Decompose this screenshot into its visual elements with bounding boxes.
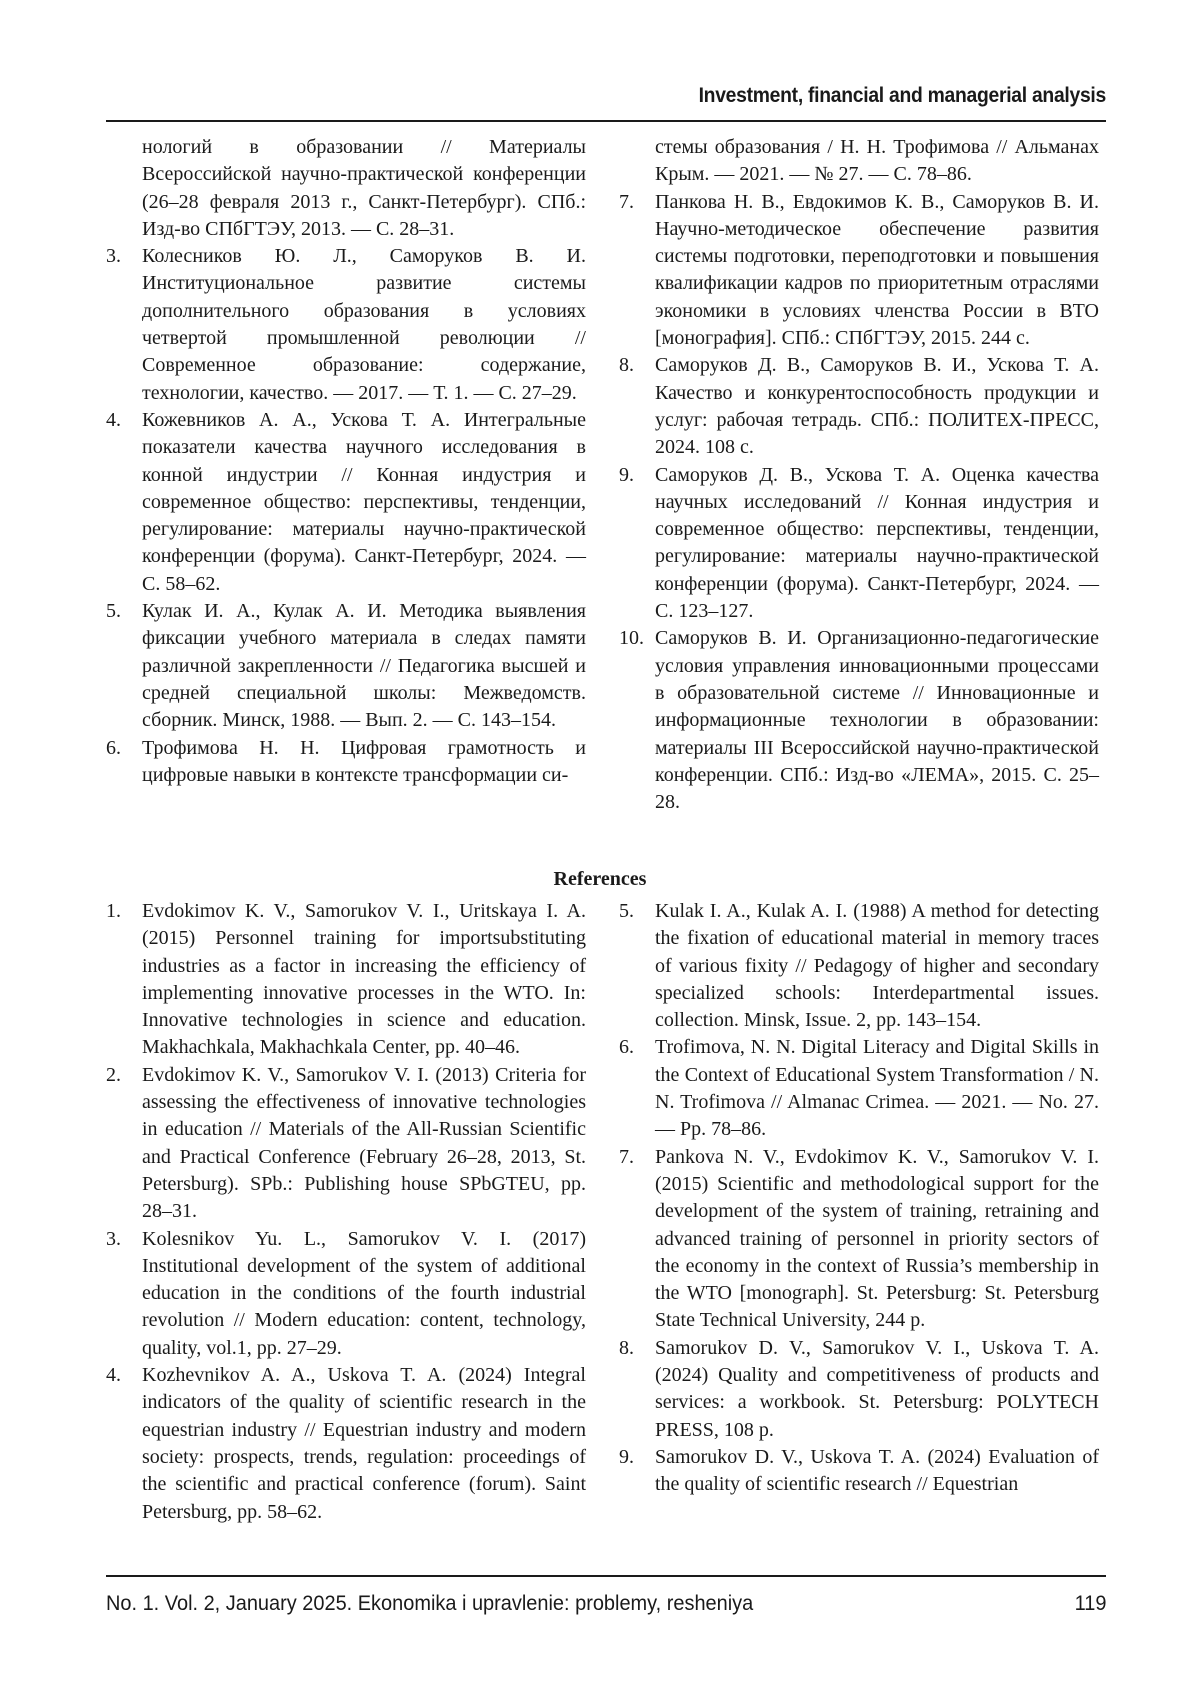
reference-text: Trofimova, N. N. Digital Literacy and Digital Skills in the Context of Educational System Transformation / N. N. Trofimova // Almanac Crimea. — 2021. — No. 27. — Pp. 78–86. [655, 1036, 1099, 1141]
reference-text: стемы образования / Н. Н. Трофимова // Альманах Крым. — 2021. — № 27. — С. 78–86. [655, 136, 1099, 186]
page-footer [106, 1592, 1106, 1616]
reference-item [619, 1444, 1099, 1499]
references-heading: References [553, 868, 647, 890]
reference-item [619, 189, 1099, 353]
reference-item [106, 598, 586, 734]
reference-number: 5. [106, 600, 121, 623]
reference-number: 7. [619, 1145, 634, 1168]
reference-number: 6. [619, 1036, 634, 1059]
reference-text: нологий в образовании // Материалы Всероссийской научно-практической конференции (26–28 февраля 2013 г., Санкт-Петербург). СПб.: Изд-во СПбГТЭУ, 2013. — С. 28–31. [142, 136, 586, 240]
reference-text: Колесников Ю. Л., Саморуков В. И. Институциональное развитие системы дополнительного образования в условиях четвертой промышленной революции // Современное образование: содержание, технологии, качество. — 2017. — Т. 1. — С. 27–29. [142, 245, 586, 404]
reference-number: 7. [619, 190, 634, 213]
reference-item [106, 407, 586, 598]
reference-item [619, 352, 1099, 461]
reference-text: Evdokimov K. V., Samorukov V. I., Uritskaya I. A. (2015) Personnel training for importsubstituting industries as a factor in increasing the efficiency of implementing innovative processes in the WTO. In: Innovative technologies in science and education. Makhachkala, Makhachkala Center, pp. 40–46. [142, 900, 586, 1059]
reference-text: Samorukov D. V., Samorukov V. I., Uskova T. A. (2024) Quality and competitiveness of products and services: a workbook. St. Petersburg: POLYTECH PRESS, 108 p. [655, 1336, 1099, 1441]
reference-text: Трофимова Н. Н. Цифровая грамотность и цифровые навыки в контексте трансформации си- [142, 736, 586, 786]
reference-number: 8. [619, 354, 634, 377]
reference-text: Pankova N. V., Evdokimov K. V., Samorukov V. I. (2015) Scientific and methodological support for the development of the system of training, retraining and advanced training of personnel in priority sectors of the economy in the context of Russia’s membership in the WTO [monograph]. St. Petersburg: St. Petersburg State Technical University, 244 p. [655, 1145, 1099, 1332]
reference-item [106, 898, 586, 1062]
reference-number: 9. [619, 1445, 634, 1468]
russian-refs-right-column [619, 134, 1099, 816]
reference-item [106, 1062, 586, 1226]
reference-text: Evdokimov K. V., Samorukov V. I. (2013) Criteria for assessing the effectiveness of innovative technologies in education // Materials of the All-Russian Scientific and Practical Conference (February 26–28, 2013, St. Petersburg). SPb.: Publishing house SPbGTEU, pp. 28–31. [142, 1063, 586, 1223]
reference-item [106, 243, 586, 407]
reference-number: 2. [106, 1063, 121, 1086]
reference-item [106, 1226, 586, 1362]
reference-item [106, 1362, 586, 1526]
reference-item [106, 134, 586, 243]
reference-item [619, 625, 1099, 816]
reference-number: 4. [106, 408, 121, 431]
reference-number: 5. [619, 900, 634, 922]
reference-number: 1. [106, 900, 121, 922]
reference-text: Панкова Н. В., Евдокимов К. В., Саморуков В. И. Научно-методическое обеспечение развития системы подготовки, переподготовки и повышения квалификации кадров по приоритетным отраслями экономики в условиях членства России в ВТО [монография]. СПб.: СПбГТЭУ, 2015. 244 с. [655, 190, 1099, 350]
journal-citation: No. 1. Vol. 2, January 2025. Ekonomika i upravlenie: problemy, resheniya [106, 1592, 754, 1615]
references-right-column [619, 898, 1099, 1499]
russian-refs-left-column [106, 134, 586, 789]
reference-item [106, 735, 586, 790]
reference-number: 9. [619, 463, 634, 486]
reference-number: 3. [106, 245, 121, 268]
reference-number: 4. [106, 1364, 121, 1387]
reference-text: Саморуков Д. В., Саморуков В. И., Ускова Т. А. Качество и конкурентоспособность продукции и услуг: рабочая тетрадь. СПб.: ПОЛИТЕХ-ПРЕСС, 2024. 108 с. [655, 354, 1099, 459]
reference-item [619, 134, 1099, 189]
reference-number: 3. [106, 1227, 121, 1250]
reference-text: Kozhevnikov A. A., Uskova T. A. (2024) Integral indicators of the quality of scientific research in the equestrian industry // Equestrian industry and modern society: prospects, trends, regulation: proceedings of the scientific and practical conference (forum). Saint Petersburg, pp. 58–62. [142, 1364, 586, 1523]
page-number: 119 [1074, 1592, 1106, 1615]
reference-text: Кожевников А. А., Ускова Т. А. Интегральные показатели качества научного исследования в конной индустрии // Конная индустрия и современное общество: перспективы, тенденции, регулирование: материалы научно-практической конференции (форума). Санкт-Петербург, 2024. — С. 58–62. [142, 408, 586, 595]
header-rule [106, 120, 1106, 122]
reference-text: Samorukov D. V., Uskova T. A. (2024) Evaluation of the quality of scientific research // Equestrian [655, 1445, 1099, 1496]
reference-text: Kulak I. A., Kulak A. I. (1988) A method for detecting the fixation of educational material in memory traces of various fixity // Pedagogy of higher and secondary specialized schools: Interdepartmental issues. collection. Minsk, Issue. 2, pp. 143–154. [655, 900, 1099, 1032]
reference-number: 6. [106, 736, 121, 759]
reference-text: Кулак И. А., Кулак А. И. Методика выявления фиксации учебного материала в следах памяти различной закрепленности // Педагогика высшей и средней специальной школы: Межведомств. сборник. Минск, 1988. — Вып. 2. — С. 143–154. [142, 600, 586, 732]
reference-text: Саморуков В. И. Организационно-педагогические условия управления инновационными процессами в образовательной системе // Инновационные и информационные технологии в образовании: материалы III Всероссийской научно-практической конференции. СПб.: Изд-во «ЛЕМА», 2015. С. 25–28. [655, 627, 1099, 814]
reference-number: 8. [619, 1336, 634, 1359]
reference-item [619, 462, 1099, 626]
reference-number: 10. [619, 627, 644, 650]
reference-text: Саморуков Д. В., Ускова Т. А. Оценка качества научных исследований // Конная индустрия и современное общество: перспективы, тенденции, регулирование: материалы научно-практической конференции (форума). Санкт-Петербург, 2024. — С. 123–127. [655, 463, 1099, 623]
running-head: Investment, financial and managerial analysis [698, 84, 1106, 107]
reference-item [619, 1144, 1099, 1335]
reference-item [619, 1335, 1099, 1444]
reference-item [619, 898, 1099, 1034]
references-left-column [106, 898, 586, 1526]
reference-text: Kolesnikov Yu. L., Samorukov V. I. (2017) Institutional development of the system of additional education in the conditions of the fourth industrial revolution // Modern education: content, technology, quality, vol.1, pp. 27–29. [142, 1227, 586, 1359]
reference-item [619, 1034, 1099, 1143]
footer-rule [106, 1575, 1106, 1577]
